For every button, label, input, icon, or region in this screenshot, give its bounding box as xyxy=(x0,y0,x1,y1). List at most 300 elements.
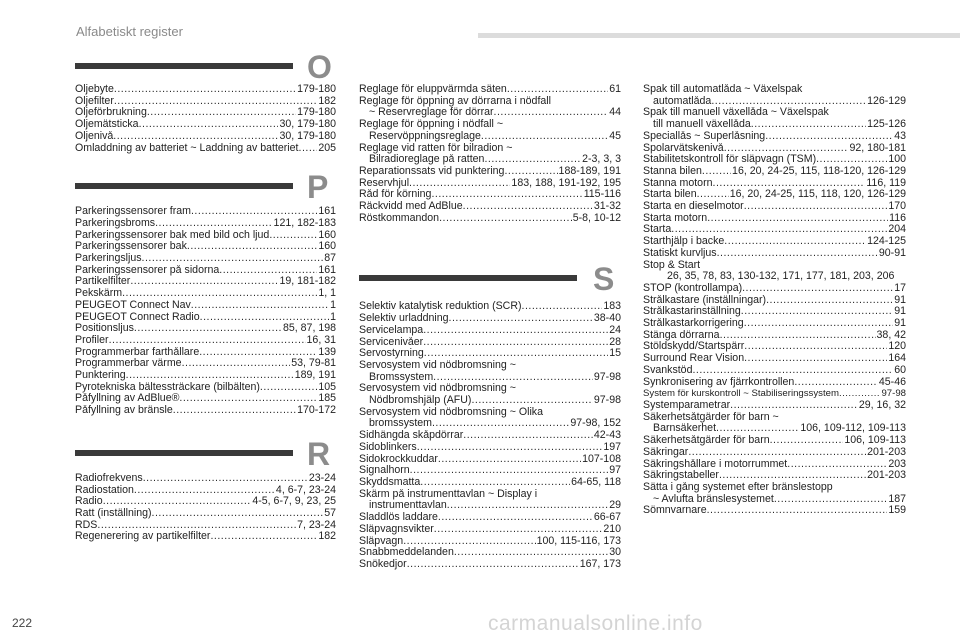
dot-leader xyxy=(210,531,317,543)
index-entry-pages: 17 xyxy=(894,282,906,294)
index-entry xyxy=(75,119,336,131)
index-entry-pages: 5-8, 10-12 xyxy=(572,212,621,224)
index-entry-text: Sömnvarnare xyxy=(643,505,707,517)
index-entry-pages: 30, 179-180 xyxy=(279,119,336,131)
dot-leader xyxy=(152,508,324,520)
index-entry xyxy=(359,512,621,524)
dot-leader xyxy=(109,335,306,347)
index-entry xyxy=(643,143,906,155)
index-list-p xyxy=(75,206,336,417)
index-entry-pages: 92, 180-181 xyxy=(849,142,906,154)
dot-leader xyxy=(299,143,318,155)
index-entry-pages: 45 xyxy=(609,130,621,142)
index-entry-text: Pekskärm xyxy=(75,288,123,300)
index-entry-pages: 28 xyxy=(609,336,621,348)
index-entry-pages: 43 xyxy=(894,130,906,142)
index-entry xyxy=(643,189,906,201)
dot-leader xyxy=(173,405,296,417)
dot-leader xyxy=(143,473,308,485)
index-entry-text: Stanna bilen xyxy=(643,165,702,177)
index-entry-pages: 201-203 xyxy=(867,470,906,482)
index-entry xyxy=(359,201,621,213)
index-entry-text: Reglage för eluppvärmda säten xyxy=(359,84,507,95)
index-entry-pages: 187 xyxy=(888,493,906,505)
index-entry-text: System för kurskontroll ~ Stabiliseringssystem xyxy=(643,388,839,400)
dot-leader xyxy=(260,382,317,394)
index-entry xyxy=(75,335,336,347)
index-entry-pages: 19, 181-182 xyxy=(279,276,336,288)
index-entry-pages: 164 xyxy=(888,353,906,365)
index-entry-text: Snökedjor xyxy=(359,558,407,570)
index-entry-text: Säkringar xyxy=(643,446,689,458)
index-entry xyxy=(75,84,336,96)
index-entry xyxy=(359,524,621,536)
index-entry xyxy=(643,84,906,96)
dot-leader xyxy=(219,265,317,277)
dot-leader xyxy=(130,276,278,288)
index-list-r xyxy=(75,473,336,543)
dot-leader xyxy=(692,365,893,377)
index-entry-pages: 45-46 xyxy=(878,376,906,388)
index-entry-text: Positionsljus xyxy=(75,323,134,335)
dot-leader xyxy=(187,241,317,253)
index-list-o xyxy=(75,84,336,154)
dot-leader xyxy=(774,494,887,506)
index-entry xyxy=(75,253,336,265)
index-entry-pages: 29, 16, 32 xyxy=(858,399,906,411)
index-entry-pages: 29 xyxy=(609,500,621,512)
index-entry-pages: 91 xyxy=(894,318,906,330)
index-entry xyxy=(359,337,621,349)
dot-leader xyxy=(423,325,608,337)
index-entry-pages: 4-5, 6-7, 9, 23, 25 xyxy=(252,496,336,508)
index-entry-text: Oljenivå xyxy=(75,130,114,142)
index-entry xyxy=(359,430,621,442)
index-entry xyxy=(75,96,336,108)
index-entry-text: Säkringstabeller xyxy=(643,470,719,482)
index-entry-text: STOP (kontrollampa) xyxy=(643,282,743,294)
index-entry-text: instrumenttavlan xyxy=(369,500,447,512)
index-entry-pages: 120 xyxy=(888,341,906,353)
dot-leader xyxy=(134,323,282,335)
index-entry-text: till manuell växellåda xyxy=(653,119,751,131)
index-entry-text: Starta en dieselmotor xyxy=(643,201,744,213)
index-entry-text: Skyddsmatta xyxy=(359,476,421,488)
index-entry xyxy=(359,442,621,454)
index-entry xyxy=(75,230,336,242)
column-1 xyxy=(75,49,336,543)
index-entry-pages: 106, 109-112, 109-113 xyxy=(800,423,906,435)
index-entry-text: Stop & Start xyxy=(643,259,701,271)
dot-leader xyxy=(484,154,581,166)
index-entry-pages: 188-189, 191 xyxy=(558,165,621,177)
index-entry-pages: 201-203 xyxy=(867,446,906,458)
section-rule xyxy=(75,450,293,456)
index-entry-pages: 61 xyxy=(609,84,621,95)
dot-leader xyxy=(716,423,799,435)
index-entry xyxy=(75,496,336,508)
index-entry xyxy=(75,358,336,370)
index-entry-text: Skärm på instrumenttavlan ~ Display i xyxy=(359,488,538,500)
dot-leader xyxy=(713,178,866,190)
index-entry-pages: 100 xyxy=(888,154,906,166)
index-entry-pages: 85, 87, 198 xyxy=(282,323,336,335)
dot-leader xyxy=(717,248,878,260)
index-entry-text: Stanna motorn xyxy=(643,177,713,189)
index-entry-pages: 16, 20, 24-25, 115, 118, 120, 126-129 xyxy=(729,189,906,201)
index-entry-pages: 4, 6-7, 23-24 xyxy=(275,484,336,496)
dot-leader xyxy=(410,465,609,477)
index-entry xyxy=(643,447,906,459)
index-entry xyxy=(643,353,906,365)
index-entry-pages: 38-40 xyxy=(593,313,621,325)
section-letter: R xyxy=(307,435,331,472)
index-entry-text: Påfyllning av bränsle xyxy=(75,405,173,417)
index-entry xyxy=(643,494,906,506)
index-entry-pages: 170-172 xyxy=(297,405,336,417)
index-entry-pages: 182 xyxy=(318,531,336,543)
index-entry-text: Oljeförbrukning xyxy=(75,107,147,119)
dot-leader xyxy=(439,213,572,225)
index-entry-text: Parkeringsljus xyxy=(75,253,142,265)
index-entry xyxy=(643,505,906,517)
section-s-heading xyxy=(359,261,621,298)
index-entry-pages: 91 xyxy=(894,294,906,306)
index-entry xyxy=(359,84,621,96)
dot-leader xyxy=(766,295,893,307)
index-entry xyxy=(643,330,906,342)
dot-leader xyxy=(744,353,887,365)
index-entry xyxy=(643,166,906,178)
index-entry-text: 26, 35, 78, 83, 130-132, 171, 177, 181, 203, 206 xyxy=(667,271,895,283)
dot-leader xyxy=(471,395,592,407)
column-3 xyxy=(643,84,906,517)
index-entry xyxy=(359,500,621,512)
index-entry-text: Sätta i gång systemet efter bränslestopp xyxy=(643,481,833,493)
index-entry-pages: 1 xyxy=(330,311,336,323)
section-letter: P xyxy=(307,169,329,206)
dot-leader xyxy=(720,330,876,342)
index-entry-text: Starthjälp i backe xyxy=(643,236,725,248)
index-entry xyxy=(359,119,621,131)
index-entry xyxy=(359,213,621,225)
index-entry-pages: 42-43 xyxy=(593,430,621,442)
section-letter: S xyxy=(593,261,615,298)
dot-leader xyxy=(431,189,582,201)
index-list-s-continued xyxy=(643,84,906,517)
index-entry xyxy=(359,489,621,501)
index-entry-text: Reglage vid ratten för bilradion ~ xyxy=(359,142,513,154)
index-entry-text: Stöldskydd/Startspärr xyxy=(643,341,745,353)
index-entry-pages: 182 xyxy=(318,95,336,107)
index-entry-pages: 105 xyxy=(318,381,336,393)
index-entry-text: Regenerering av partikelfilter xyxy=(75,531,211,543)
index-entry-text: Råd för körning xyxy=(359,189,432,201)
index-entry-pages: 189, 191 xyxy=(294,370,336,382)
dot-leader xyxy=(702,166,731,178)
index-entry-pages: 2-3, 3, 3 xyxy=(582,154,621,166)
dot-leader xyxy=(741,306,893,318)
index-entry-text: Servicenivåer xyxy=(359,336,424,348)
index-entry xyxy=(643,178,906,190)
index-entry-text: Oljebyte xyxy=(75,84,114,95)
index-entry-text: Selektiv urladdning xyxy=(359,313,449,325)
index-entry-pages: 160 xyxy=(318,241,336,253)
index-entry-text: Radiostation xyxy=(75,484,134,496)
index-entry-pages: 204 xyxy=(888,224,906,236)
dot-leader xyxy=(403,536,535,548)
index-entry-text: Servosystem vid nödbromsning ~ Olika xyxy=(359,406,543,418)
index-entry-pages: 179-180 xyxy=(297,84,336,95)
index-entry xyxy=(75,347,336,359)
index-entry-pages: 57 xyxy=(324,507,336,519)
index-entry-text: Räckvidd med AdBlue xyxy=(359,201,463,213)
index-entry-text: Spolarvätskenivå xyxy=(643,142,724,154)
dot-leader xyxy=(794,377,878,389)
index-entry-text: Bilradioreglage på ratten xyxy=(369,154,485,166)
index-entry xyxy=(643,201,906,213)
dot-leader xyxy=(126,370,294,382)
index-entry-text: Synkronisering av fjärrkontrollen xyxy=(643,376,795,388)
index-entry-text: Systemparametrar xyxy=(643,399,731,411)
index-entry xyxy=(643,482,906,494)
dot-leader xyxy=(182,358,291,370)
index-entry-text: Sladdlös laddare xyxy=(359,512,438,524)
index-entry xyxy=(359,154,621,166)
index-entry-pages: 87 xyxy=(324,253,336,265)
index-entry-text: Servicelampa xyxy=(359,324,424,336)
index-entry-text: Punktering xyxy=(75,370,126,382)
index-entry xyxy=(75,323,336,335)
dot-leader xyxy=(730,400,858,412)
dot-leader xyxy=(147,107,296,119)
index-entry xyxy=(643,306,906,318)
index-entry xyxy=(643,248,906,260)
index-entry-text: Säkerhetsåtgärder för barn xyxy=(643,435,770,447)
index-entry-text: Statiskt kurvljus xyxy=(643,247,717,259)
index-entry-pages: 97 xyxy=(609,465,621,477)
index-entry-pages: 121, 182-183 xyxy=(273,217,336,229)
dot-leader xyxy=(707,213,888,225)
dot-leader xyxy=(742,283,893,295)
index-entry-pages: 100, 115-116, 173 xyxy=(536,535,621,547)
index-entry-text: Oljefilter xyxy=(75,95,114,107)
index-entry-text: Starta motorn xyxy=(643,212,708,224)
index-entry xyxy=(359,418,621,430)
dot-leader xyxy=(724,236,866,248)
index-entry-pages: 205 xyxy=(318,142,336,154)
dot-leader xyxy=(707,505,888,517)
index-entry xyxy=(75,143,336,155)
index-entry-pages: 210 xyxy=(603,523,621,535)
index-entry-pages: 170 xyxy=(888,201,906,213)
index-entry xyxy=(643,435,906,447)
index-entry-pages: 66-67 xyxy=(593,512,621,524)
index-entry xyxy=(359,166,621,178)
index-entry-text: Parkeringssensorer bak med bild och ljud xyxy=(75,229,270,241)
index-entry xyxy=(75,265,336,277)
index-entry xyxy=(75,382,336,394)
index-entry xyxy=(359,536,621,548)
dot-leader xyxy=(751,119,866,131)
index-entry xyxy=(75,508,336,520)
index-entry xyxy=(643,283,906,295)
index-entry-pages: 53, 79-81 xyxy=(291,358,336,370)
index-entry-pages: 183, 188, 191-192, 195 xyxy=(511,177,621,189)
index-entry xyxy=(75,393,336,405)
index-entry xyxy=(643,131,906,143)
index-entry xyxy=(359,348,621,360)
index-entry-pages: 7, 23-24 xyxy=(297,519,336,531)
index-entry xyxy=(643,318,906,330)
page-number: 222 xyxy=(12,616,33,630)
index-entry-pages: 197 xyxy=(603,441,621,453)
index-entry-pages: 106, 109-113 xyxy=(844,435,906,447)
index-entry-text: Sidoblinkers xyxy=(359,441,417,453)
index-entry-text: Röstkommandon xyxy=(359,212,440,224)
section-o-heading xyxy=(75,49,336,85)
index-entry-text: bromssystem xyxy=(369,418,432,430)
header-bar xyxy=(478,33,960,38)
index-entry-text: PEUGEOT Connect Nav xyxy=(75,299,191,311)
index-entry xyxy=(643,213,906,225)
index-entry-text: Barnsäkerhet xyxy=(653,423,717,435)
index-list-r-continued xyxy=(359,84,621,224)
index-entry xyxy=(643,224,906,236)
index-entry xyxy=(75,300,336,312)
index-entry-text: Spak till automatlåda ~ Växelspak xyxy=(643,84,803,95)
index-entry xyxy=(75,131,336,143)
index-entry-text: Släpvagnsvikter xyxy=(359,523,434,535)
index-entry-pages: 23-24 xyxy=(308,472,336,484)
index-entry xyxy=(75,276,336,288)
index-list-s xyxy=(359,301,621,570)
dot-leader xyxy=(113,131,278,143)
dot-leader xyxy=(438,512,593,524)
index-entry-pages: 64-65, 118 xyxy=(571,476,621,488)
dot-leader xyxy=(507,84,608,96)
index-entry-pages: 30 xyxy=(609,547,621,559)
index-entry xyxy=(75,206,336,218)
dot-leader xyxy=(697,189,729,201)
index-entry xyxy=(75,288,336,300)
index-entry-text: Strålkastare (inställningar) xyxy=(643,294,767,306)
column-2 xyxy=(359,84,621,571)
section-letter: O xyxy=(307,49,332,85)
index-entry xyxy=(643,119,906,131)
index-entry-pages: 38, 42 xyxy=(876,329,906,341)
index-entry-text: Parkeringssensorer bak xyxy=(75,241,187,253)
index-entry xyxy=(359,407,621,419)
index-entry xyxy=(359,547,621,559)
index-entry-text: Påfyllning av AdBlue® xyxy=(75,393,180,405)
index-entry xyxy=(75,107,336,119)
dot-leader xyxy=(139,119,279,131)
dot-leader xyxy=(744,341,887,353)
index-entry xyxy=(359,143,621,155)
index-entry-pages: 203 xyxy=(888,458,906,470)
dot-leader xyxy=(269,230,317,242)
index-entry-text: Bromssystem xyxy=(369,371,434,383)
index-entry xyxy=(75,241,336,253)
dot-leader xyxy=(463,201,593,213)
dot-leader xyxy=(494,107,609,119)
index-entry xyxy=(359,465,621,477)
dot-leader xyxy=(191,300,329,312)
index-entry xyxy=(643,377,906,389)
dot-leader xyxy=(522,301,603,313)
index-entry xyxy=(359,301,621,313)
dot-leader xyxy=(134,485,275,497)
index-entry-text: Nödbromshjälp (AFU) xyxy=(369,395,472,407)
dot-leader xyxy=(433,372,593,384)
index-entry-text: Speciallås ~ Superlåsning xyxy=(643,130,766,142)
index-entry-text: Radiofrekvens xyxy=(75,472,143,484)
index-entry xyxy=(359,559,621,571)
dot-leader xyxy=(711,96,866,108)
index-entry-text: Reglage för öppning i nödfall ~ xyxy=(359,119,504,131)
index-entry xyxy=(359,189,621,201)
index-entry-pages: 60 xyxy=(894,364,906,376)
index-entry-text: Profiler xyxy=(75,334,109,346)
index-entry-text: Strålkastarkorrigering xyxy=(643,318,744,330)
dot-leader xyxy=(424,348,608,360)
section-p-heading xyxy=(75,169,336,206)
dot-leader xyxy=(688,447,866,459)
index-entry-text: Omladdning av batteriet ~ Laddning av batteriet xyxy=(75,142,299,154)
index-entry-pages: 97-98, 152 xyxy=(570,418,621,430)
dot-leader xyxy=(423,337,608,349)
index-entry xyxy=(643,400,906,412)
index-entry-pages: 126-129 xyxy=(867,95,906,107)
index-entry xyxy=(643,271,906,283)
index-entry-text: Parkeringsbroms xyxy=(75,217,156,229)
index-entry-pages: 160 xyxy=(318,229,336,241)
index-entry-text: Stabilitetskontroll för släpvagn (TSM) xyxy=(643,154,817,166)
index-entry-text: ~ Reservreglage för dörrar xyxy=(369,107,494,119)
index-entry xyxy=(75,218,336,230)
index-entry-text: Selektiv katalytisk reduktion (SCR) xyxy=(359,301,522,313)
dot-leader xyxy=(671,224,887,236)
index-entry-text: Stänga dörrarna xyxy=(643,329,720,341)
dot-leader xyxy=(191,206,317,218)
index-entry xyxy=(643,459,906,471)
dot-leader xyxy=(122,288,317,300)
index-entry xyxy=(75,312,336,324)
index-entry-text: Ratt (inställning) xyxy=(75,507,152,519)
section-rule xyxy=(75,63,293,69)
index-entry-pages: 97-98 xyxy=(593,395,621,407)
index-entry-text: Radio xyxy=(75,496,103,508)
index-entry-pages: 179-180 xyxy=(297,107,336,119)
index-entry-text: Reglage för öppning av dörrarna i nödfall xyxy=(359,95,551,107)
index-entry-pages: 90-91 xyxy=(878,247,906,259)
index-entry-text: Säkerhetsåtgärder för barn ~ xyxy=(643,411,779,423)
dot-leader xyxy=(504,166,557,178)
index-entry xyxy=(643,236,906,248)
index-entry-pages: 31-32 xyxy=(593,201,621,213)
dot-leader xyxy=(155,218,272,230)
index-entry-pages: 44 xyxy=(609,107,621,119)
index-entry-text: Reparationssats vid punktering xyxy=(359,165,505,177)
dot-leader xyxy=(463,430,593,442)
index-entry xyxy=(643,388,906,400)
dot-leader xyxy=(481,131,608,143)
dot-leader xyxy=(420,477,570,489)
index-entry-text: Oljemätsticka xyxy=(75,119,139,131)
dot-leader xyxy=(724,143,849,155)
dot-leader xyxy=(200,312,329,324)
